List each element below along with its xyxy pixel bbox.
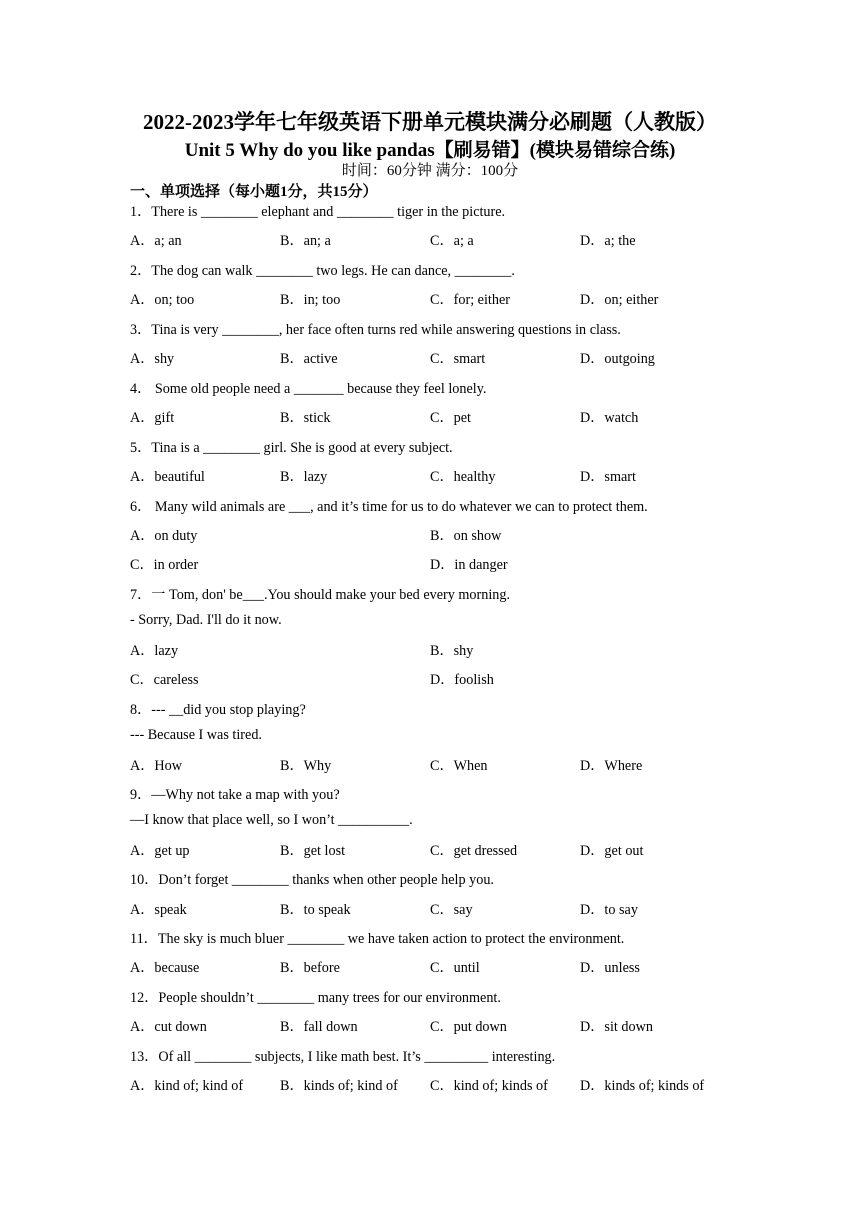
- question-11-options: [130, 957, 740, 977]
- question-3-stem: 3．Tina is very ________, her face often turns red while answering questions in class.: [130, 322, 621, 338]
- question-12-options: [130, 1016, 740, 1036]
- option-c: C．get dressed: [430, 843, 518, 859]
- option-d: D．foolish: [430, 672, 494, 688]
- option-a: A．gift: [130, 410, 175, 426]
- question-6-options-row-1: [130, 525, 740, 545]
- question-8-options: [130, 755, 740, 775]
- option-a: A．How: [130, 758, 183, 774]
- option-b: B．Why: [280, 758, 332, 774]
- question-10-options: [130, 899, 740, 919]
- question-2-options: [130, 289, 740, 309]
- option-b: B．get lost: [280, 843, 346, 859]
- question-9-dialogue-line: —I know that place well, so I won’t __________.: [130, 812, 413, 828]
- option-b: B．an; a: [280, 233, 331, 249]
- option-b: B．before: [280, 960, 340, 976]
- question-6-stem: 6． Many wild animals are ___, and it’s time for us to do whatever we can to protect them.: [130, 499, 648, 515]
- option-c: C．until: [430, 960, 480, 976]
- option-b: B．stick: [280, 410, 331, 426]
- question-3-options: [130, 348, 740, 368]
- option-c: C．When: [430, 758, 488, 774]
- question-9-options: [130, 840, 740, 860]
- question-4-options: [130, 407, 740, 427]
- question-13-options: [130, 1075, 740, 1095]
- option-d: D．a; the: [580, 233, 636, 249]
- option-c: C．kind of; kinds of: [430, 1078, 548, 1094]
- question-5-options: [130, 466, 740, 486]
- option-b: B．fall down: [280, 1019, 358, 1035]
- option-c: C．a; a: [430, 233, 474, 249]
- question-8-dialogue-line: --- Because I was tired.: [130, 727, 262, 743]
- question-4-stem: 4． Some old people need a _______ because they feel lonely.: [130, 381, 487, 397]
- option-c: C．smart: [430, 351, 486, 367]
- option-a: A．a; an: [130, 233, 182, 249]
- option-d: D．watch: [580, 410, 639, 426]
- option-c: C．careless: [130, 672, 199, 688]
- exam-meta: 时间：60分钟 满分：100分: [341, 163, 519, 179]
- question-7-stem: 7．一 Tom, don' be___.You should make your bed every morning.: [130, 587, 510, 603]
- document-subtitle: Unit 5 Why do you like pandas【刷易错】(模块易错综合练): [184, 140, 676, 161]
- option-c: C．pet: [430, 410, 471, 426]
- option-d: D．unless: [580, 960, 640, 976]
- option-b: B．in; too: [280, 292, 341, 308]
- option-c: C．for; either: [430, 292, 510, 308]
- question-10-stem: 10．Don’t forget ________ thanks when other people help you.: [130, 872, 494, 888]
- option-a: A．cut down: [130, 1019, 207, 1035]
- option-d: D．kinds of; kinds of: [580, 1078, 705, 1094]
- question-8-stem: 8．--- __did you stop playing?: [130, 702, 306, 718]
- option-b: B．lazy: [280, 469, 328, 485]
- question-7-options-row-1: [130, 640, 740, 660]
- option-a: A．beautiful: [130, 469, 205, 485]
- question-1-stem: 1．There is ________ elephant and ________ tiger in the picture.: [130, 204, 506, 220]
- option-a: A．lazy: [130, 643, 179, 659]
- option-b: B．shy: [430, 643, 474, 659]
- section-heading: 一、单项选择（每小题1分，共15分）: [130, 184, 378, 200]
- question-7-options-row-2: [130, 669, 740, 689]
- option-c: C．say: [430, 902, 473, 918]
- option-d: D．get out: [580, 843, 644, 859]
- question-9-stem: 9．—Why not take a map with you?: [130, 787, 340, 803]
- option-b: B．active: [280, 351, 338, 367]
- option-d: D．on; either: [580, 292, 659, 308]
- option-b: B．kinds of; kind of: [280, 1078, 398, 1094]
- option-d: D．to say: [580, 902, 638, 918]
- option-c: C．healthy: [430, 469, 496, 485]
- option-a: A．shy: [130, 351, 175, 367]
- option-a: A．kind of; kind of: [130, 1078, 244, 1094]
- document-title: 2022-2023学年七年级英语下册单元模块满分必刷题（人教版）: [143, 110, 717, 134]
- option-b: B．on show: [430, 528, 502, 544]
- question-13-stem: 13．Of all ________ subjects, I like math best. It’s _________ interesting.: [130, 1049, 556, 1065]
- option-d: D．Where: [580, 758, 643, 774]
- question-6-options-row-2: [130, 554, 740, 574]
- option-a: A．on duty: [130, 528, 198, 544]
- question-1-options: [130, 230, 740, 250]
- option-c: C．put down: [430, 1019, 507, 1035]
- option-d: D．outgoing: [580, 351, 655, 367]
- option-a: A．speak: [130, 902, 187, 918]
- option-c: C．in order: [130, 557, 199, 573]
- option-a: A．get up: [130, 843, 190, 859]
- option-d: D．in danger: [430, 557, 508, 573]
- question-7-dialogue-line: - Sorry, Dad. I'll do it now.: [130, 612, 282, 628]
- question-2-stem: 2．The dog can walk ________ two legs. He can dance, ________.: [130, 263, 515, 279]
- question-12-stem: 12．People shouldn’t ________ many trees for our environment.: [130, 990, 501, 1006]
- option-a: A．on; too: [130, 292, 195, 308]
- question-5-stem: 5．Tina is a ________ girl. She is good at every subject.: [130, 440, 453, 456]
- option-b: B．to speak: [280, 902, 351, 918]
- option-d: D．sit down: [580, 1019, 653, 1035]
- option-a: A．because: [130, 960, 200, 976]
- option-d: D．smart: [580, 469, 636, 485]
- question-11-stem: 11．The sky is much bluer ________ we have taken action to protect the environment.: [130, 931, 625, 947]
